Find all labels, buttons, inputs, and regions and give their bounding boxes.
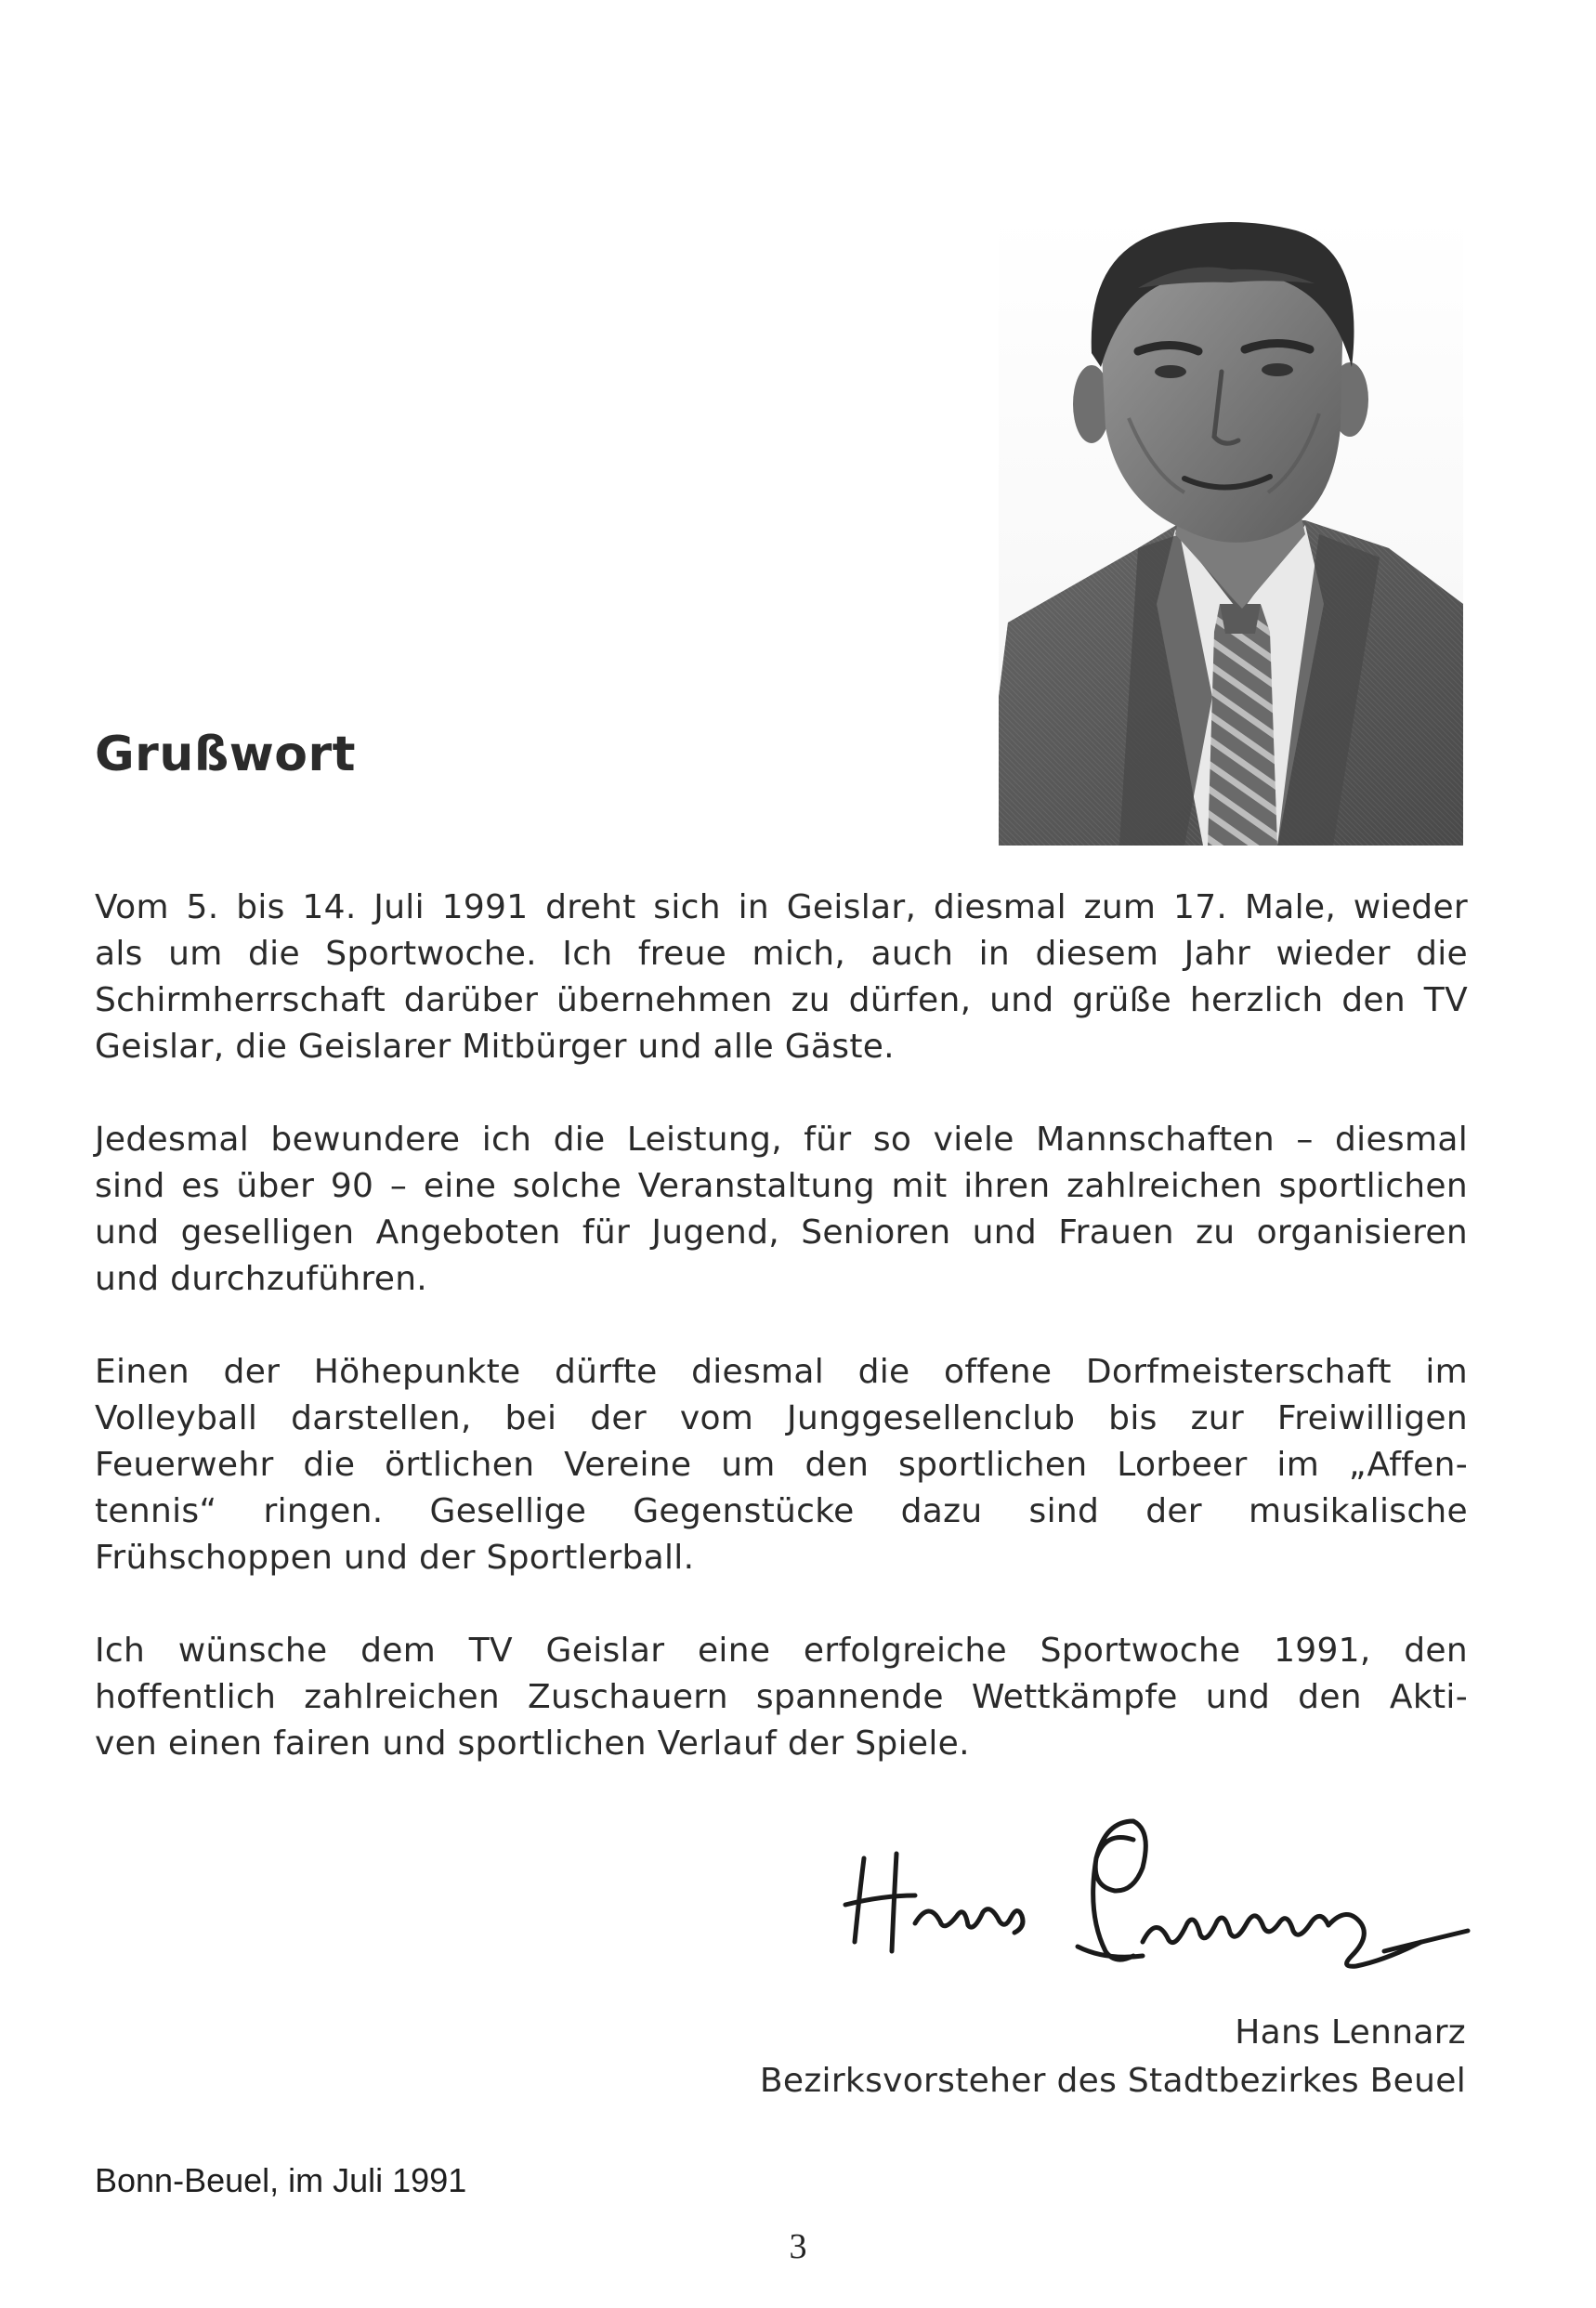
paragraph	[95, 885, 1468, 1070]
text-line: Frühschoppen und der Sportlerball.	[95, 1539, 695, 1577]
signer-name: Hans Lennarz	[1235, 2013, 1466, 2052]
text-line: Vom 5. bis 14. Juli 1991 dreht sich in Geislar, diesmal zum 17. Male, wieder	[95, 888, 1468, 926]
letter-body	[95, 885, 1468, 1814]
handwritten-signature	[827, 1803, 1514, 1988]
text-line: sind es über 90 – eine solche Veranstaltung mit ihren zahlreichen sportlichen	[95, 1167, 1468, 1205]
page-heading: Grußwort	[95, 727, 357, 782]
text-line: als um die Sportwoche. Ich freue mich, auch in diesem Jahr wieder die	[95, 935, 1468, 973]
paragraph	[95, 1628, 1468, 1767]
text-line: Geislar, die Geislarer Mitbürger und alle Gäste.	[95, 1028, 895, 1066]
text-line: Ich wünsche dem TV Geislar eine erfolgreiche Sportwoche 1991, den	[95, 1632, 1468, 1670]
paragraph	[95, 1117, 1468, 1303]
text-line: hoffentlich zahlreichen Zuschauern spannende Wettkämpfe und den Akti-	[95, 1678, 1468, 1716]
text-line: Volleyball darstellen, bei der vom Junggesellenclub bis zur Freiwilligen	[95, 1399, 1468, 1437]
page-number: 3	[789, 2227, 807, 2266]
text-line: tennis“ ringen. Gesellige Gegenstücke dazu sind der musikalische	[95, 1492, 1468, 1530]
text-line: Einen der Höhepunkte dürfte diesmal die offene Dorfmeisterschaft im	[95, 1353, 1468, 1391]
text-line: Schirmherrschaft darüber übernehmen zu dürfen, und grüße herzlich den TV	[95, 981, 1468, 1019]
signature-graphic	[827, 1803, 1514, 1988]
text-line: und geselligen Angeboten für Jugend, Senioren und Frauen zu organisieren	[95, 1213, 1468, 1252]
place-and-date: Bonn-Beuel, im Juli 1991	[95, 2161, 467, 2199]
signer-title: Bezirksvorsteher des Stadtbezirkes Beuel	[759, 2062, 1466, 2100]
portrait-photo	[999, 214, 1463, 846]
text-line: ven einen fairen und sportlichen Verlauf der Spiele.	[95, 1724, 970, 1763]
portrait-photo-graphic	[999, 214, 1463, 846]
text-line: und durchzuführen.	[95, 1260, 428, 1298]
paragraph	[95, 1349, 1468, 1581]
text-line: Feuerwehr die örtlichen Vereine um den sportlichen Lorbeer im „Affen-	[95, 1446, 1468, 1484]
signer-block	[760, 2009, 1466, 2105]
text-line: Jedesmal bewundere ich die Leistung, für so viele Mannschaften – diesmal	[95, 1121, 1468, 1159]
